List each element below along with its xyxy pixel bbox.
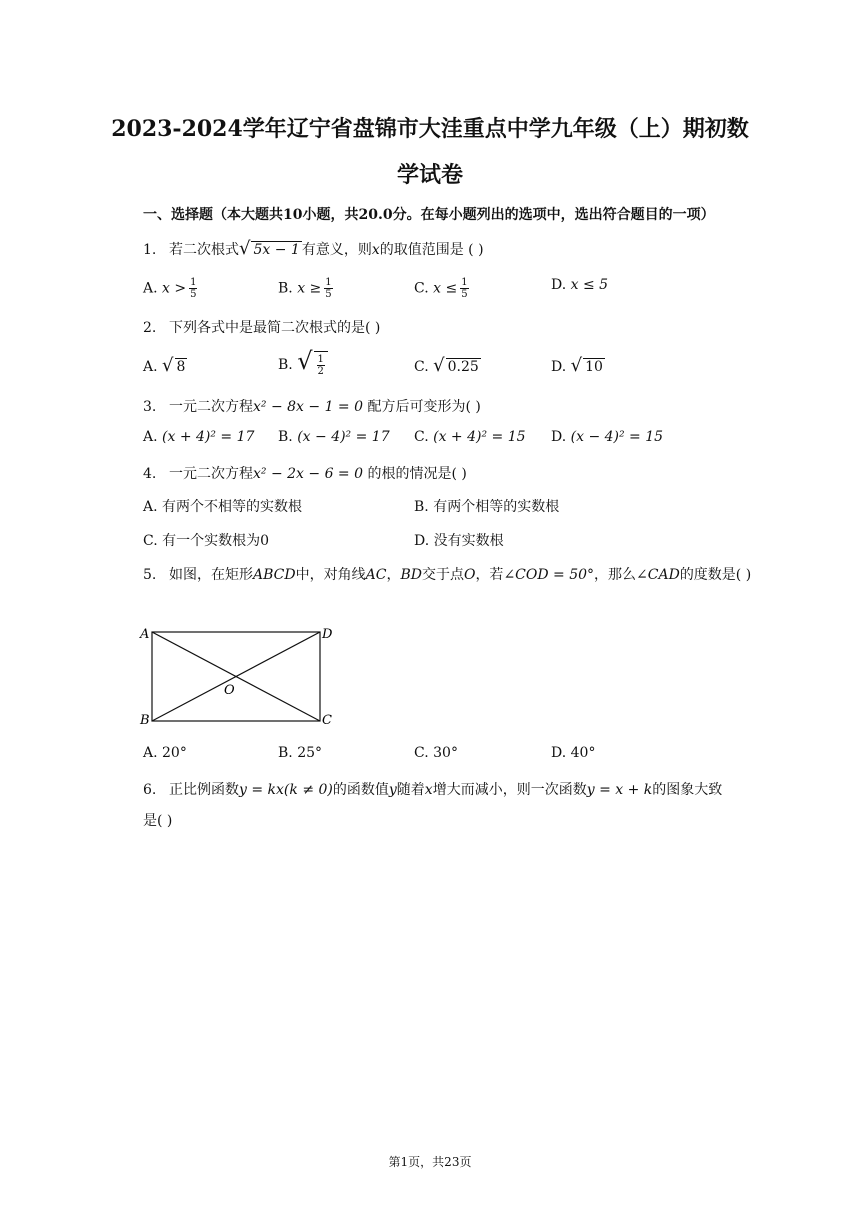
question-text: 随着 bbox=[396, 782, 425, 798]
question-text: 的根的情况是( ) bbox=[367, 466, 467, 482]
option-b[interactable] bbox=[278, 277, 333, 300]
sqrt-icon: √ bbox=[433, 355, 445, 376]
equation: x² − 2x − 6 = 0 bbox=[253, 466, 364, 482]
question-number: 6. bbox=[143, 782, 157, 798]
sqrt-icon: √ bbox=[239, 238, 251, 259]
math-var: x bbox=[424, 782, 433, 798]
option-label: D. bbox=[414, 533, 430, 549]
question-5 bbox=[143, 564, 751, 584]
question-4 bbox=[143, 463, 467, 483]
option-expr: x ≤ 5 bbox=[570, 277, 609, 293]
option-a[interactable] bbox=[143, 745, 187, 761]
label-d: D bbox=[322, 627, 333, 642]
option-expr: 30° bbox=[433, 745, 458, 761]
option-label: B. bbox=[278, 429, 293, 445]
option-label: B. bbox=[278, 357, 293, 373]
math-var: AC bbox=[365, 567, 387, 583]
option-d[interactable] bbox=[551, 277, 608, 293]
math-var: O bbox=[463, 567, 476, 583]
question-text: ，若 bbox=[475, 567, 504, 583]
option-d[interactable] bbox=[414, 530, 504, 550]
option-d[interactable] bbox=[551, 355, 605, 376]
option-label: A. bbox=[143, 745, 158, 761]
radicand: 10 bbox=[585, 359, 603, 375]
question-text: 的取值范围是 ( ) bbox=[379, 242, 484, 258]
option-c[interactable] bbox=[414, 429, 526, 445]
math-var: ABCD bbox=[253, 567, 296, 583]
option-c[interactable] bbox=[414, 355, 481, 376]
math-var: y = kx(k ≠ 0) bbox=[239, 782, 333, 798]
option-expr: 25° bbox=[297, 745, 323, 761]
label-c: C bbox=[322, 713, 332, 728]
question-text: 正比例函数 bbox=[169, 782, 239, 798]
question-text: 交于点 bbox=[421, 567, 464, 583]
radicand: $\frac{1}{2}$ bbox=[314, 351, 328, 377]
sqrt-icon: √ bbox=[162, 355, 174, 376]
option-label: A. bbox=[143, 429, 158, 445]
option-text: 有两个不相等的实数根 bbox=[162, 499, 303, 515]
doc-title-line1: 2023-2024学年辽宁省盘锦市大洼重点中学九年级（上）期初数 bbox=[111, 116, 749, 142]
option-b[interactable] bbox=[278, 745, 322, 761]
question-text: 下列各式中是最简二次根式的是( ) bbox=[169, 320, 381, 336]
option-label: A. bbox=[143, 280, 158, 297]
option-b[interactable] bbox=[414, 496, 559, 516]
question-2 bbox=[143, 317, 380, 337]
option-expr: (x + 4)² = 17 bbox=[162, 429, 255, 445]
question-text: 如图，在矩形 bbox=[169, 567, 253, 583]
label-o: O bbox=[224, 683, 235, 698]
question-number: 1. bbox=[143, 242, 157, 258]
fraction: $\frac{1}{5}$ bbox=[325, 277, 332, 300]
question-number: 4. bbox=[143, 466, 157, 482]
question-6-line2 bbox=[143, 810, 172, 830]
doc-title-line2: 学试卷 bbox=[396, 162, 463, 188]
option-label: C. bbox=[414, 280, 429, 297]
option-a[interactable] bbox=[143, 355, 187, 376]
option-expr: x ≤ bbox=[433, 280, 458, 297]
page-footer: 第1页，共23页 bbox=[388, 1155, 472, 1169]
option-label: C. bbox=[143, 533, 158, 549]
question-number: 5. bbox=[143, 567, 157, 583]
radicand: 5x − 1 bbox=[253, 242, 300, 258]
question-3 bbox=[143, 396, 481, 416]
option-a[interactable] bbox=[143, 429, 254, 445]
option-expr: x > bbox=[162, 280, 187, 297]
rectangle-figure bbox=[130, 618, 350, 730]
option-label: A. bbox=[143, 499, 158, 515]
question-text: 配方后可变形为( ) bbox=[367, 399, 481, 415]
math-var: y bbox=[388, 782, 397, 798]
option-a[interactable] bbox=[143, 277, 197, 300]
option-label: A. bbox=[143, 359, 158, 375]
option-c[interactable] bbox=[414, 277, 469, 300]
sqrt-icon: √ bbox=[297, 347, 313, 375]
question-number: 2. bbox=[143, 320, 157, 336]
radicand: 8 bbox=[176, 359, 186, 375]
option-label: C. bbox=[414, 429, 429, 445]
option-label: D. bbox=[551, 359, 567, 375]
question-text: ， bbox=[386, 567, 401, 583]
option-label: D. bbox=[551, 277, 567, 293]
sqrt-icon: √ bbox=[570, 355, 583, 376]
question-text: ，那么 bbox=[594, 567, 637, 583]
question-text: 的函数值 bbox=[332, 782, 389, 798]
fraction: $\frac{1}{5}$ bbox=[190, 277, 197, 300]
option-text: 有一个实数根为0 bbox=[162, 533, 270, 549]
label-b: B bbox=[140, 713, 150, 728]
option-text: 没有实数根 bbox=[433, 533, 504, 549]
option-label: D. bbox=[551, 429, 567, 445]
question-text: 的图象大致 bbox=[652, 782, 723, 798]
option-d[interactable] bbox=[551, 745, 595, 761]
option-label: B. bbox=[278, 745, 293, 761]
option-b[interactable] bbox=[278, 429, 390, 445]
question-text: 中，对角线 bbox=[295, 567, 366, 583]
option-expr: (x − 4)² = 15 bbox=[570, 429, 664, 445]
option-expr: 20° bbox=[162, 745, 187, 761]
option-c[interactable] bbox=[143, 530, 269, 550]
question-text: 一元二次方程 bbox=[169, 399, 253, 415]
option-expr: 40° bbox=[570, 745, 596, 761]
option-a[interactable] bbox=[143, 496, 302, 516]
option-c[interactable] bbox=[414, 745, 458, 761]
math-var: x bbox=[371, 242, 380, 258]
section-heading: 一、选择题（本大题共10小题，共20.0分。在每小题列出的选项中，选出符合题目的一项） bbox=[143, 207, 715, 223]
question-number: 3. bbox=[143, 399, 157, 415]
option-label: C. bbox=[414, 745, 429, 761]
question-text: 是( ) bbox=[143, 813, 173, 829]
label-a: A bbox=[140, 627, 150, 642]
question-text: 若二次根式 bbox=[169, 242, 239, 258]
option-expr: (x + 4)² = 15 bbox=[433, 429, 526, 445]
option-label: C. bbox=[414, 359, 429, 375]
option-label: B. bbox=[278, 280, 293, 297]
question-text: 的度数是( ) bbox=[679, 567, 752, 583]
option-d[interactable] bbox=[551, 429, 663, 445]
fraction: $\frac{1}{5}$ bbox=[461, 277, 468, 300]
option-label: D. bbox=[551, 745, 567, 761]
equation: x² − 8x − 1 = 0 bbox=[253, 399, 364, 415]
option-b[interactable] bbox=[278, 347, 328, 377]
option-text: 有两个相等的实数根 bbox=[433, 499, 560, 515]
question-6 bbox=[143, 779, 722, 799]
question-text: 有意义，则 bbox=[301, 242, 372, 258]
option-label: B. bbox=[414, 499, 429, 515]
question-text: 一元二次方程 bbox=[169, 466, 253, 482]
math-var: ∠CAD bbox=[636, 567, 680, 583]
question-1 bbox=[143, 238, 484, 259]
math-var: ∠COD = 50° bbox=[503, 567, 595, 583]
math-var: BD bbox=[400, 567, 422, 583]
option-expr: x ≥ bbox=[297, 280, 322, 297]
question-text: 增大而减小，则一次函数 bbox=[432, 782, 587, 798]
math-var: y = x + k bbox=[586, 782, 653, 798]
option-expr: (x − 4)² = 17 bbox=[297, 429, 390, 445]
radicand: 0.25 bbox=[447, 359, 479, 375]
